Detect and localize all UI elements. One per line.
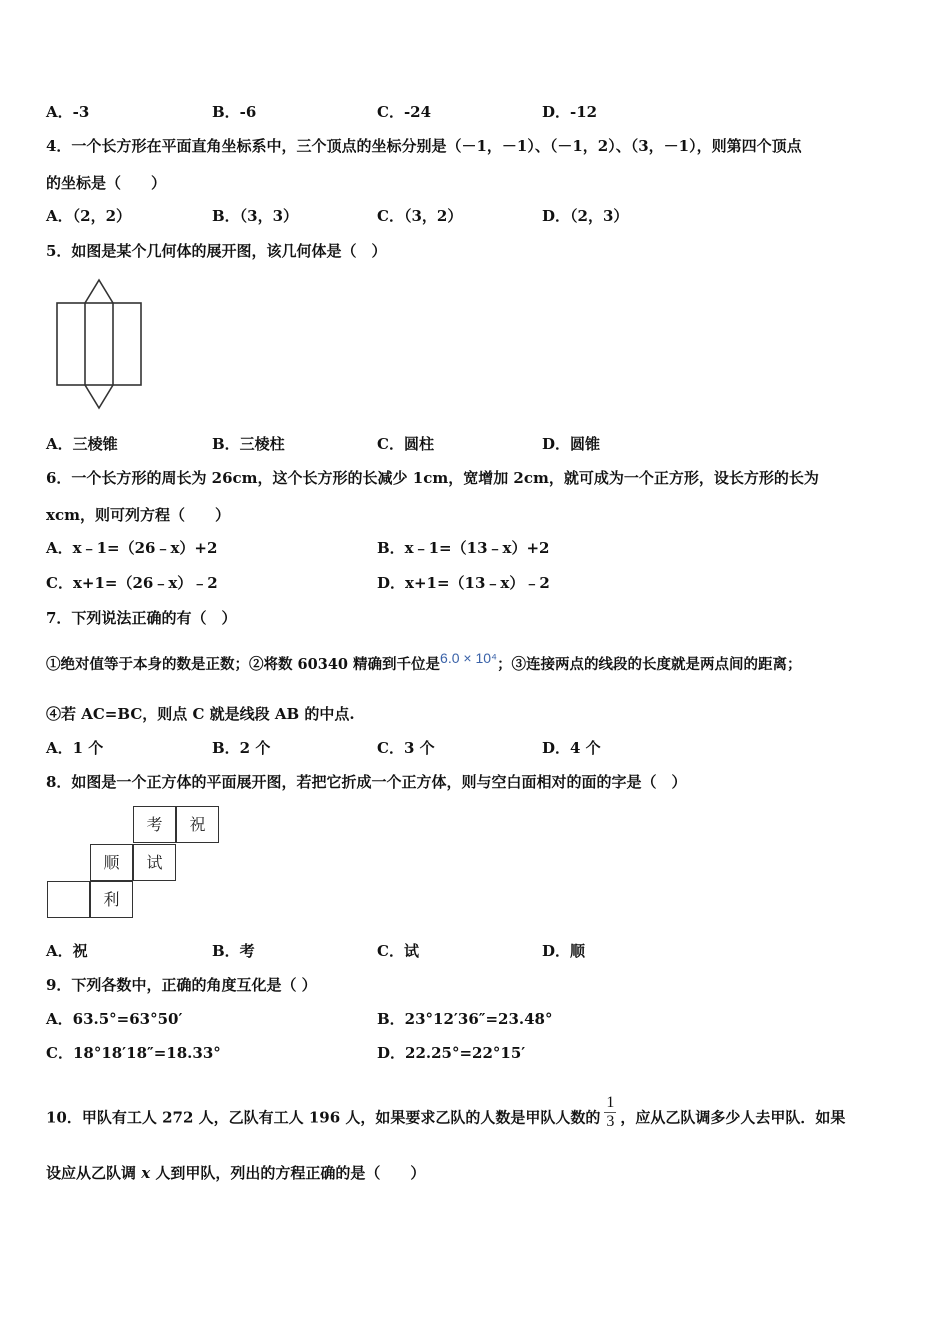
- q7-statement-text-a: ①绝对值等于本身的数是正数；②将数 60340 精确到千位是: [46, 656, 441, 673]
- fraction-numerator: 1: [606, 1094, 615, 1111]
- q7-option-b: B．2 个: [212, 739, 271, 757]
- q7-option-a: A．1 个: [46, 739, 104, 757]
- q7-option-c: C．3 个: [377, 739, 435, 757]
- cube-net-figure: [47, 806, 223, 920]
- q6-option-b: B．x﹣1=（13﹣x）+2: [377, 539, 550, 557]
- fraction-one-third: [604, 1094, 616, 1131]
- q6-stem-line2: xcm，则可列方程（ ）: [46, 506, 230, 524]
- q5-option-b: B．三棱柱: [212, 435, 285, 453]
- q6-option-a: A．x﹣1=（26﹣x）+2: [46, 539, 218, 557]
- q10-text-c: 设应从乙队调: [46, 1164, 142, 1182]
- prism-net-figure: [54, 277, 146, 412]
- q5-option-a: A．三棱锥: [46, 435, 118, 453]
- cube-face-zhu: 祝: [176, 806, 219, 843]
- cube-face-shun: 顺: [90, 844, 133, 881]
- cube-face-kao: 考: [133, 806, 176, 843]
- q4-option-c: C．（3，2）: [377, 207, 463, 225]
- q4-option-b: B．（3，3）: [212, 207, 299, 225]
- cube-face-blank: [47, 881, 90, 918]
- scientific-notation-image: 6.0 × 10⁴: [440, 650, 498, 666]
- q9-option-b: B．23°12′36″=23.48°: [377, 1010, 553, 1028]
- q5-stem: 5．如图是某个几何体的展开图，该几何体是（ ）: [46, 242, 387, 260]
- q4-option-a: A．（2，2）: [46, 207, 132, 225]
- q10-text-a: 10．甲队有工人 272 人，乙队有工人 196 人，如果要求乙队的人数是甲队人数的: [46, 1108, 601, 1127]
- q9-option-d: D．22.25°=22°15′: [377, 1044, 526, 1062]
- q9-stem: 9．下列各数中，正确的角度互化是（ ）: [46, 976, 317, 994]
- fraction-denominator: 3: [606, 1113, 615, 1130]
- q7-statements-line2: ④若 AC=BC，则点 C 就是线段 AB 的中点.: [46, 705, 355, 723]
- q6-option-c: C．x+1=（26﹣x）﹣2: [46, 574, 218, 592]
- q10-text-d: 人到甲队，列出的方程正确的是（ ）: [150, 1164, 426, 1182]
- q3-option-a: A．-3: [46, 103, 90, 121]
- cube-face-li: 利: [90, 881, 133, 918]
- q3-option-b: B．-6: [212, 103, 257, 121]
- variable-x: x: [141, 1164, 151, 1182]
- q10-stem-line1: [46, 1094, 846, 1137]
- q6-option-d: D．x+1=（13﹣x）﹣2: [377, 574, 550, 592]
- q4-stem-line1: 4．一个长方形在平面直角坐标系中，三个顶点的坐标分别是（－1，－1）、（－1，2）、（3，－1），则第四个顶点: [46, 137, 802, 155]
- q8-option-c: C．试: [377, 942, 419, 960]
- q3-option-d: D．-12: [542, 103, 598, 121]
- q3-option-c: C．-24: [377, 103, 432, 121]
- cube-face-shi: 试: [133, 844, 176, 881]
- q7-statements-line1: [46, 650, 802, 675]
- q10-text-b: ，应从乙队调多少人去甲队．如果: [620, 1108, 846, 1127]
- q5-option-c: C．圆柱: [377, 435, 434, 453]
- q4-option-d: D．（2，3）: [542, 207, 629, 225]
- q8-option-d: D．顺: [542, 942, 586, 960]
- q7-option-d: D．4 个: [542, 739, 601, 757]
- q6-stem-line1: 6．一个长方形的周长为 26cm，这个长方形的长减少 1cm，宽增加 2cm，就可成为一个正方形，设长方形的长为: [46, 469, 819, 487]
- q8-option-a: A．祝: [46, 942, 88, 960]
- q7-statement-text-b: ；③连接两点的线段的长度就是两点间的距离；: [497, 656, 802, 673]
- q7-stem: 7．下列说法正确的有（ ）: [46, 609, 237, 627]
- q9-option-a: A．63.5°=63°50′: [46, 1010, 183, 1028]
- q8-stem: 8．如图是一个正方体的平面展开图，若把它折成一个正方体，则与空白面相对的面的字是（ ）: [46, 773, 687, 791]
- q5-option-d: D．圆锥: [542, 435, 601, 453]
- q4-stem-line2: 的坐标是（ ）: [46, 174, 167, 192]
- q10-stem-line2: [46, 1163, 425, 1183]
- q8-option-b: B．考: [212, 942, 255, 960]
- q9-option-c: C．18°18′18″=18.33°: [46, 1044, 221, 1062]
